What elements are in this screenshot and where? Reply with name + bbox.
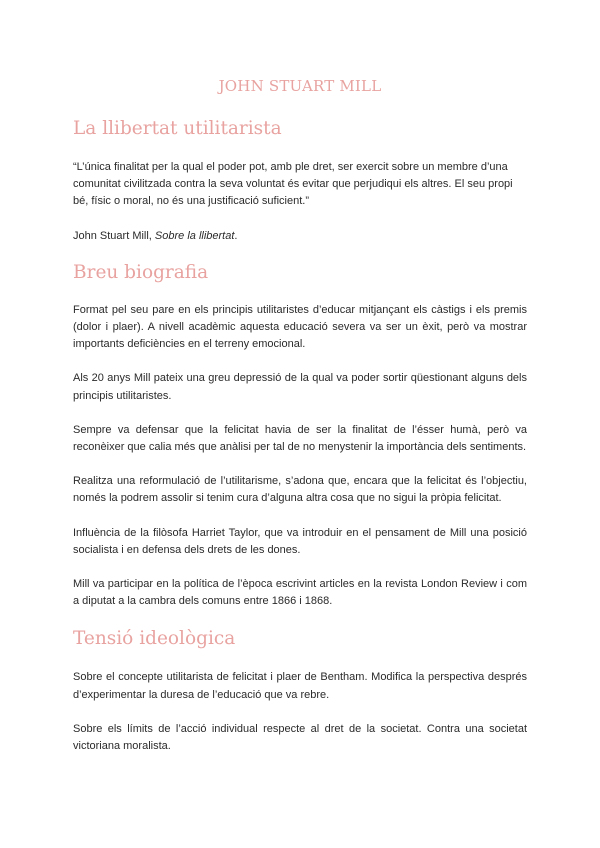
bio-paragraph: Sempre va defensar que la felicitat havia de ser la finalitat de l’ésser humà, però va reconèixer que calia més que anàlisi per tal de no menystenir la importància dels sentiments. [73,423,527,454]
section-heading-llibertat: La llibertat utilitarista [73,118,282,139]
tension-paragraph: Sobre els límits de l’acció individual respecte al dret de la societat. Contra una societat victoriana moralista. [73,722,527,753]
quote-paragraph: “L’única finalitat per la qual el poder pot, amb ple dret, ser exercit sobre un membre d’una comunitat civilitzada contra la seva voluntat és evitar que perjudiqui els altres. El seu propi bé, físic o moral, no és una justificació suficient.” [73,161,513,208]
bio-paragraph: Influència de la filòsofa Harriet Taylor, que va introduir en el pensament de Mill una posició socialista i en defensa dels drets de les dones. [73,526,527,556]
attribution-end: . [234,229,238,242]
bio-paragraph: Mill va participar en la política de l’època escrivint articles en la revista London Review i com a diputat a la cambra dels comuns entre 1866 i 1868. [73,578,527,608]
section-heading-biografia: Breu biografia [73,261,209,283]
bio-paragraph: Als 20 anys Mill pateix una greu depressió de la qual va poder sortir qüestionant alguns dels principis utilitaristes. [73,372,527,402]
tension-section [73,669,527,755]
document-title: JOHN STUART MILL [218,77,382,95]
quote-attribution [73,228,527,245]
biography-section [73,302,527,611]
document-body [73,118,527,755]
section-heading-tensio: Tensió ideològica [73,628,236,650]
tension-paragraph: Sobre el concepte utilitarista de felicitat i plaer de Bentham. Modifica la perspectiva després d’experimentar la duresa de l’educació que va rebre. [73,671,527,701]
bio-paragraph: Realitza una reformulació de l’utilitarisme, s’adona que, encara que la felicitat és l’objectiu, només la podrem assolir si tenim cura d’alguna altra cosa que no sigui la pròpia felicitat. [73,475,527,505]
attribution-work: Sobre la llibertat [154,229,235,242]
bio-paragraph: Format pel seu pare en els principis utilitaristes d’educar mitjançant els càstigs i els premis (dolor i plaer). A nivell acadèmic aquesta educació severa va ser un èxit, però va mostrar importants deficiències en el terreny emocional. [73,303,527,351]
attribution-author: John Stuart Mill, [73,229,155,242]
